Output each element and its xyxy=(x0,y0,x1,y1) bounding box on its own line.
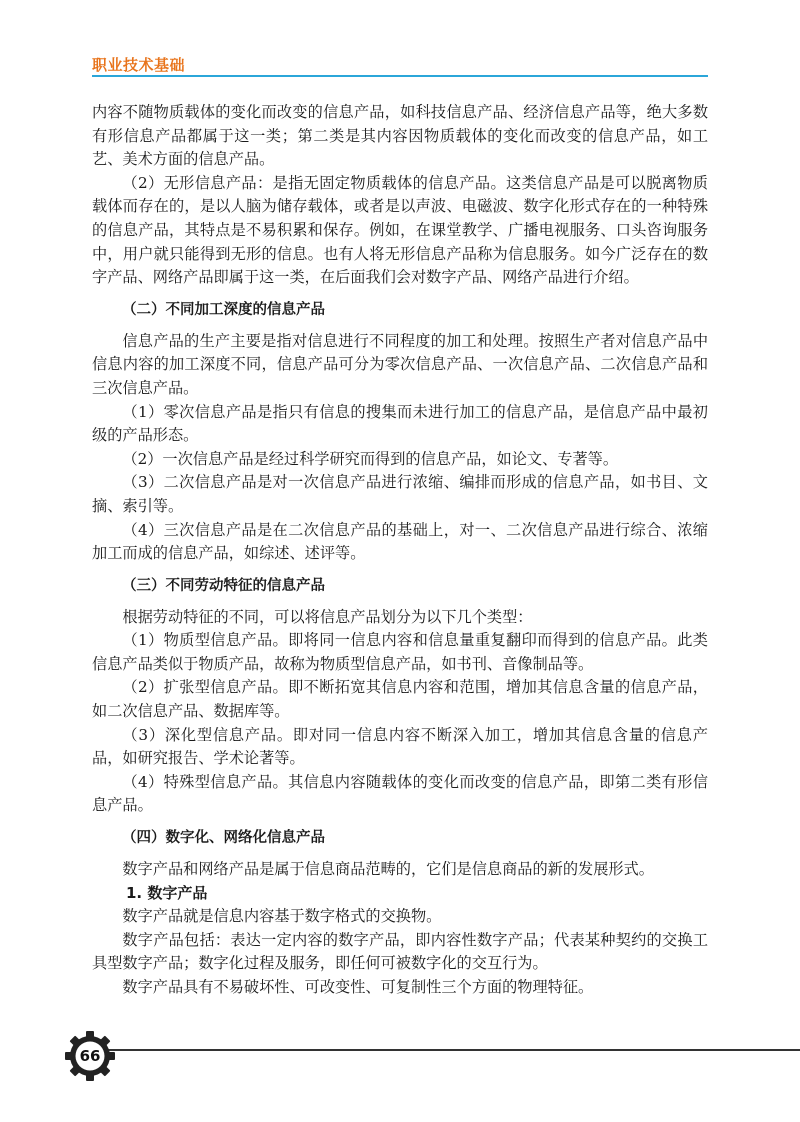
paragraph: 数字产品和网络产品是属于信息商品范畴的，它们是信息商品的新的发展形式。 xyxy=(122,860,654,879)
paragraph: （2）扩张型信息产品。即不断拓宽其信息内容和范围，增加其信息含量的信息产品，如二次信息产品、数据库等。 xyxy=(92,678,708,721)
paragraph: 数字产品包括：表达一定内容的数字产品，即内容性数字产品；代表某种契约的交换工具型数字产品；数字化过程及服务，即任何可被数字化的交互行为。 xyxy=(92,930,708,973)
paragraph: 根据劳动特征的不同，可以将信息产品划分为以下几个类型： xyxy=(122,607,533,626)
paragraph: （1）零次信息产品是指只有信息的搜集而未进行加工的信息产品，是信息产品中最初级的产品形态。 xyxy=(92,402,708,445)
paragraph: （1）物质型信息产品。即将同一信息内容和信息量重复翻印而得到的信息产品。此类信息产品类似于物质产品，故称为物质型信息产品，如书刊、音像制品等。 xyxy=(92,631,708,673)
paragraph: 数字产品就是信息内容基于数字格式的交换物。 xyxy=(122,907,442,926)
paragraph: （4）三次信息产品是在二次信息产品的基础上，对一、二次信息产品进行综合、浓缩加工而成的信息产品，如综述、述评等。 xyxy=(92,520,708,563)
paragraph: （2）一次信息产品是经过科学研究而得到的信息产品，如论文、专著等。 xyxy=(122,449,619,468)
footer-rule xyxy=(108,1049,800,1051)
section-heading: （四）数字化、网络化信息产品 xyxy=(122,830,325,847)
running-header-title: 职业技术基础 xyxy=(92,56,186,74)
paragraph: 信息产品的生产主要是指对信息进行不同程度的加工和处理。按照生产者对信息产品中信息内容的加工深度不同，信息产品可分为零次信息产品、一次信息产品、二次信息产品和三次信息产品。 xyxy=(92,331,708,397)
page-number: 66 xyxy=(79,1047,101,1065)
paragraph: （3）深化型信息产品。即对同一信息内容不断深入加工，增加其信息含量的信息产品，如研究报告、学术论著等。 xyxy=(92,725,708,768)
section-heading: （三）不同劳动特征的信息产品 xyxy=(122,577,325,594)
paragraph: 数字产品具有不易破坏性、可改变性、可复制性三个方面的物理特征。 xyxy=(122,978,594,996)
page-footer xyxy=(64,1030,800,1090)
paragraph: （2）无形信息产品：是指无固定物质载体的信息产品。这类信息产品是可以脱离物质载体而存在的，是以人脑为储存载体，或者是以声波、电磁波、数字化形式存在的一种特殊的信息产品，其特点是不易积累和保存。例如，在课堂教学、广播电视服务、口头咨询服务中，用户就只能得到无形的信息。也有人将无形信息产品称为信息服务。如今广泛存在的数字产品、网络产品即属于这一类，在后面我们会对数字产品、网络产品进行介绍。 xyxy=(92,173,708,287)
header-rule xyxy=(92,75,708,77)
subsection-heading: 1. 数字产品 xyxy=(126,883,208,902)
page-body xyxy=(92,101,708,1000)
section-heading: （二）不同加工深度的信息产品 xyxy=(122,301,325,318)
paragraph: 内容不随物质载体的变化而改变的信息产品，如科技信息产品、经济信息产品等，绝大多数有形信息产品都属于这一类；第二类是其内容因物质载体的变化而改变的信息产品，如工艺、美术方面的信息产品。 xyxy=(92,103,708,169)
paragraph: （4）特殊型信息产品。其信息内容随载体的变化而改变的信息产品，即第二类有形信息产品。 xyxy=(92,772,708,815)
paragraph: （3）二次信息产品是对一次信息产品进行浓缩、编排而形成的信息产品，如书目、文摘、索引等。 xyxy=(92,473,708,515)
